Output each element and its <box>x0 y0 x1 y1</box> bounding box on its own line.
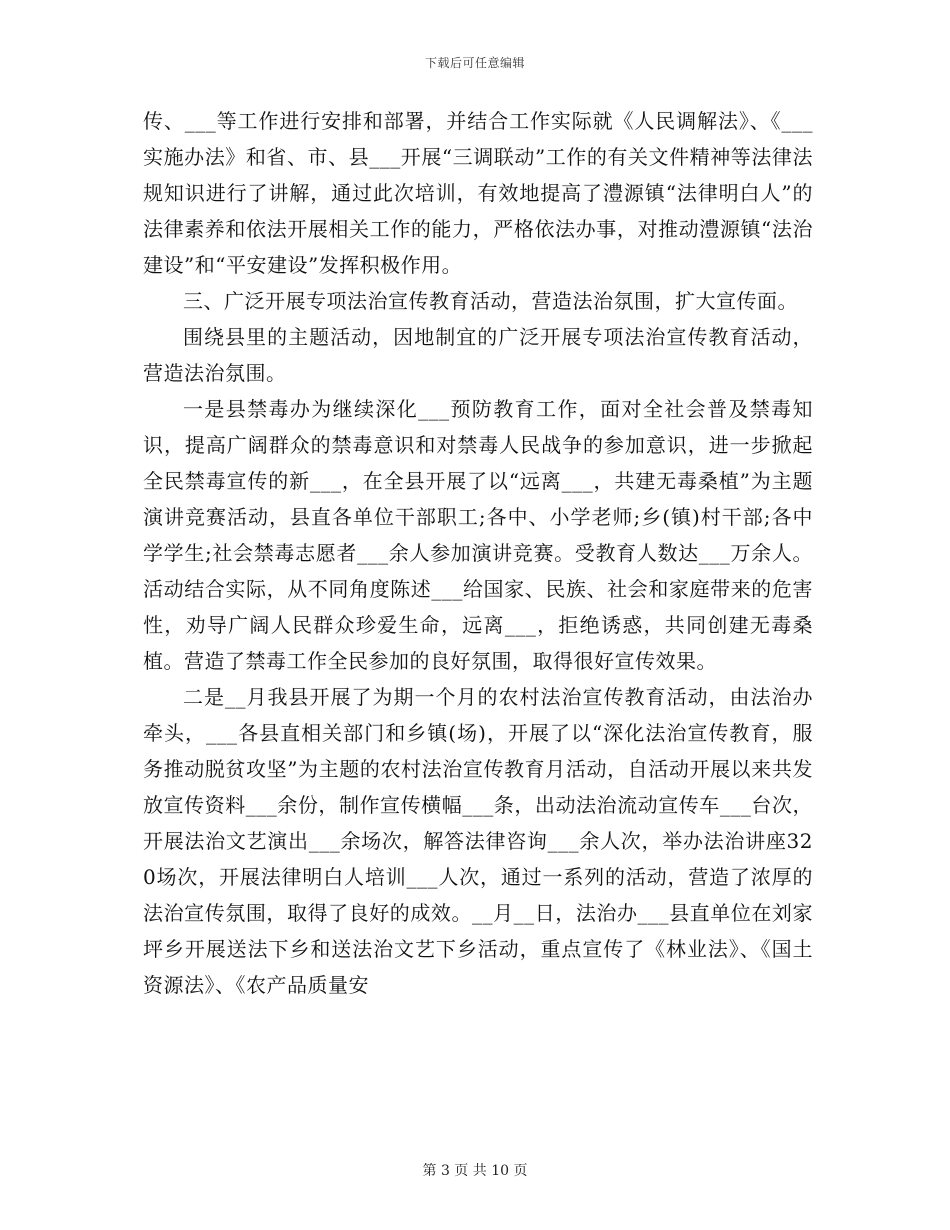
section-heading-three: 三、广泛开展专项法治宣传教育活动，营造法治氛围，扩大宣传面。 <box>183 289 798 313</box>
paragraph-point-one: 一是县禁毒办为继续深化___预防教育工作，面对全社会普及禁毒知识，提高广阔群众的禁毒意识和对禁毒人民战争的参加意识，进一步掀起全民禁毒宣传的新___，在全县开展了以“远离___，共建无毒桑植”为主题演讲竞赛活动，县直各单位干部职工;各中、小学老师;乡(镇)村干部;各中学学生;社会禁毒志愿者___余人参加演讲竞赛。受教育人数达___万余人。活动结合实际，从不同角度陈述___给国家、民族、社会和家庭带来的危害性，劝导广阔人民群众珍爱生命，远离___，拒绝诱惑，共同创建无毒桑植。营造了禁毒工作全民参加的良好氛围，取得很好宣传效果。 <box>143 397 813 673</box>
page-footer: 第 3 页 共 10 页 <box>422 1163 528 1179</box>
page-header: 下载后可任意编辑 <box>424 56 525 70</box>
document-body <box>143 103 813 1003</box>
paragraph-point-two: 二是__月我县开展了为期一个月的农村法治宣传教育活动，由法治办牵头，___各县直相关部门和乡镇(场)，开展了以“深化法治宣传教育，服务推动脱贫攻坚”为主题的农村法治宣传教育月活动，自活动开展以来共发放宣传资料___余份，制作宣传横幅___条，出动法治流动宣传车___台次，开展法治文艺演出___余场次，解答法律咨询___余人次，举办法治讲座320场次，开展法律明白人培训___人次，通过一系列的活动，营造了浓厚的法治宣传氛围，取得了良好的成效。__月__日，法治办___县直单位在刘家坪乡开展送法下乡和送法治文艺下乡活动，重点宣传了《林业法》、《国土资源法》、《农产品质量安 <box>143 685 813 997</box>
paragraph-continuation: 传、___等工作进行安排和部署，并结合工作实际就《人民调解法》、《___实施办法》和省、市、县___开展“三调联动”工作的有关文件精神等法律法规知识进行了讲解，通过此次培训，有效地提高了澧源镇“法律明白人”的法律素养和依法开展相关工作的能力，严格依法办事，对推动澧源镇“法治建设”和“平安建设”发挥积极作用。 <box>143 109 813 277</box>
paragraph-intro: 围绕县里的主题活动，因地制宜的广泛开展专项法治宣传教育活动，营造法治氛围。 <box>143 325 813 385</box>
